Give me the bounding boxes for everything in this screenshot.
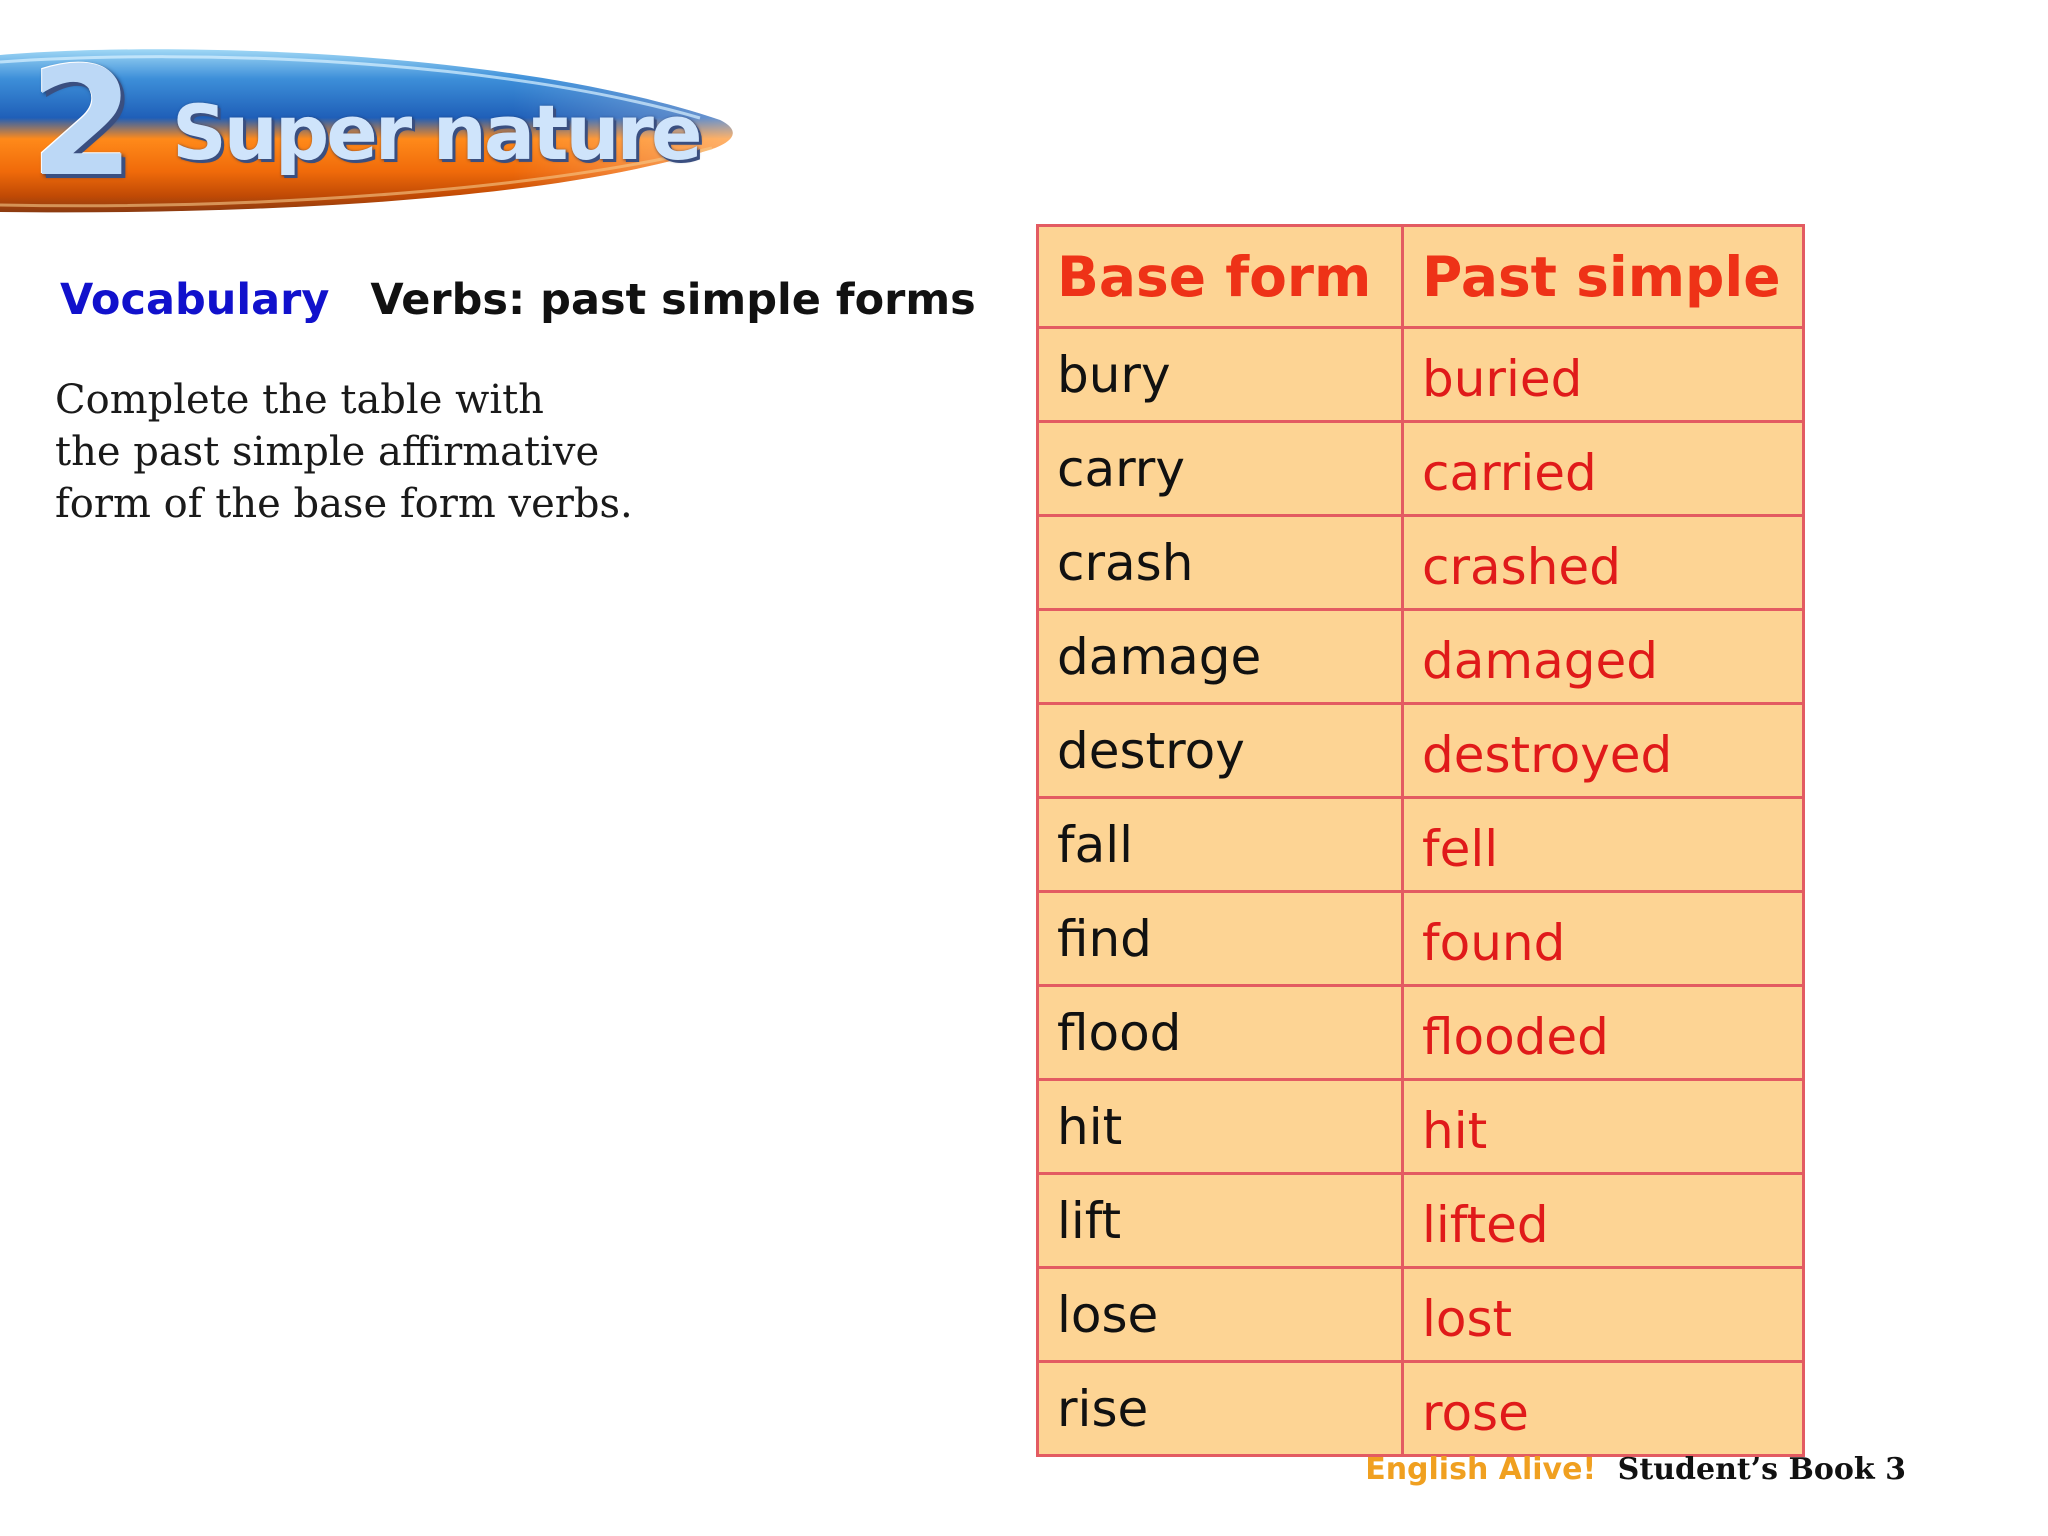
table-row bbox=[1038, 704, 1804, 798]
past-simple-cell: damaged bbox=[1403, 610, 1804, 704]
base-form-cell: lift bbox=[1038, 1174, 1403, 1268]
past-simple-cell: carried bbox=[1403, 422, 1804, 516]
table-row bbox=[1038, 610, 1804, 704]
base-form-cell: damage bbox=[1038, 610, 1403, 704]
instruction-line: Complete the table with bbox=[55, 377, 544, 423]
past-simple-cell: fell bbox=[1403, 798, 1804, 892]
table-row bbox=[1038, 892, 1804, 986]
base-form-cell: bury bbox=[1038, 328, 1403, 422]
brand-name: English Alive! bbox=[1365, 1452, 1597, 1487]
base-form-cell: lose bbox=[1038, 1268, 1403, 1362]
past-simple-cell: rose bbox=[1403, 1362, 1804, 1456]
base-form-cell: hit bbox=[1038, 1080, 1403, 1174]
table-row bbox=[1038, 516, 1804, 610]
footer-credit bbox=[1365, 1450, 1906, 1490]
base-form-cell: fall bbox=[1038, 798, 1403, 892]
past-simple-cell: destroyed bbox=[1403, 704, 1804, 798]
table-row bbox=[1038, 1080, 1804, 1174]
base-form-cell: find bbox=[1038, 892, 1403, 986]
base-form-cell: crash bbox=[1038, 516, 1403, 610]
verb-table bbox=[1036, 224, 1805, 1457]
table-row bbox=[1038, 1268, 1804, 1362]
table-header-row bbox=[1038, 226, 1804, 328]
instructions bbox=[55, 374, 695, 530]
past-simple-cell: found bbox=[1403, 892, 1804, 986]
past-simple-cell: buried bbox=[1403, 328, 1804, 422]
table-row bbox=[1038, 422, 1804, 516]
table-row bbox=[1038, 1362, 1804, 1456]
base-form-cell: carry bbox=[1038, 422, 1403, 516]
past-simple-cell: lifted bbox=[1403, 1174, 1804, 1268]
book-title: Student’s Book 3 bbox=[1617, 1452, 1906, 1487]
unit-title: Super nature bbox=[172, 88, 700, 177]
table-row bbox=[1038, 986, 1804, 1080]
past-simple-cell: flooded bbox=[1403, 986, 1804, 1080]
past-simple-cell: hit bbox=[1403, 1080, 1804, 1174]
instruction-line: the past simple affirmative bbox=[55, 429, 600, 475]
base-form-cell: rise bbox=[1038, 1362, 1403, 1456]
instruction-line: form of the base form verbs. bbox=[55, 481, 633, 527]
section-topic: Verbs: past simple forms bbox=[370, 275, 976, 325]
past-simple-cell: crashed bbox=[1403, 516, 1804, 610]
table-row bbox=[1038, 798, 1804, 892]
unit-banner bbox=[0, 0, 760, 230]
past-simple-cell: lost bbox=[1403, 1268, 1804, 1362]
section-label: Vocabulary bbox=[60, 275, 330, 325]
section-heading bbox=[60, 272, 976, 328]
table-row bbox=[1038, 1174, 1804, 1268]
base-form-cell: flood bbox=[1038, 986, 1403, 1080]
unit-number: 2 bbox=[30, 36, 135, 210]
table-row bbox=[1038, 328, 1804, 422]
base-form-cell: destroy bbox=[1038, 704, 1403, 798]
header-base-form: Base form bbox=[1038, 226, 1403, 328]
header-past-simple: Past simple bbox=[1403, 226, 1804, 328]
